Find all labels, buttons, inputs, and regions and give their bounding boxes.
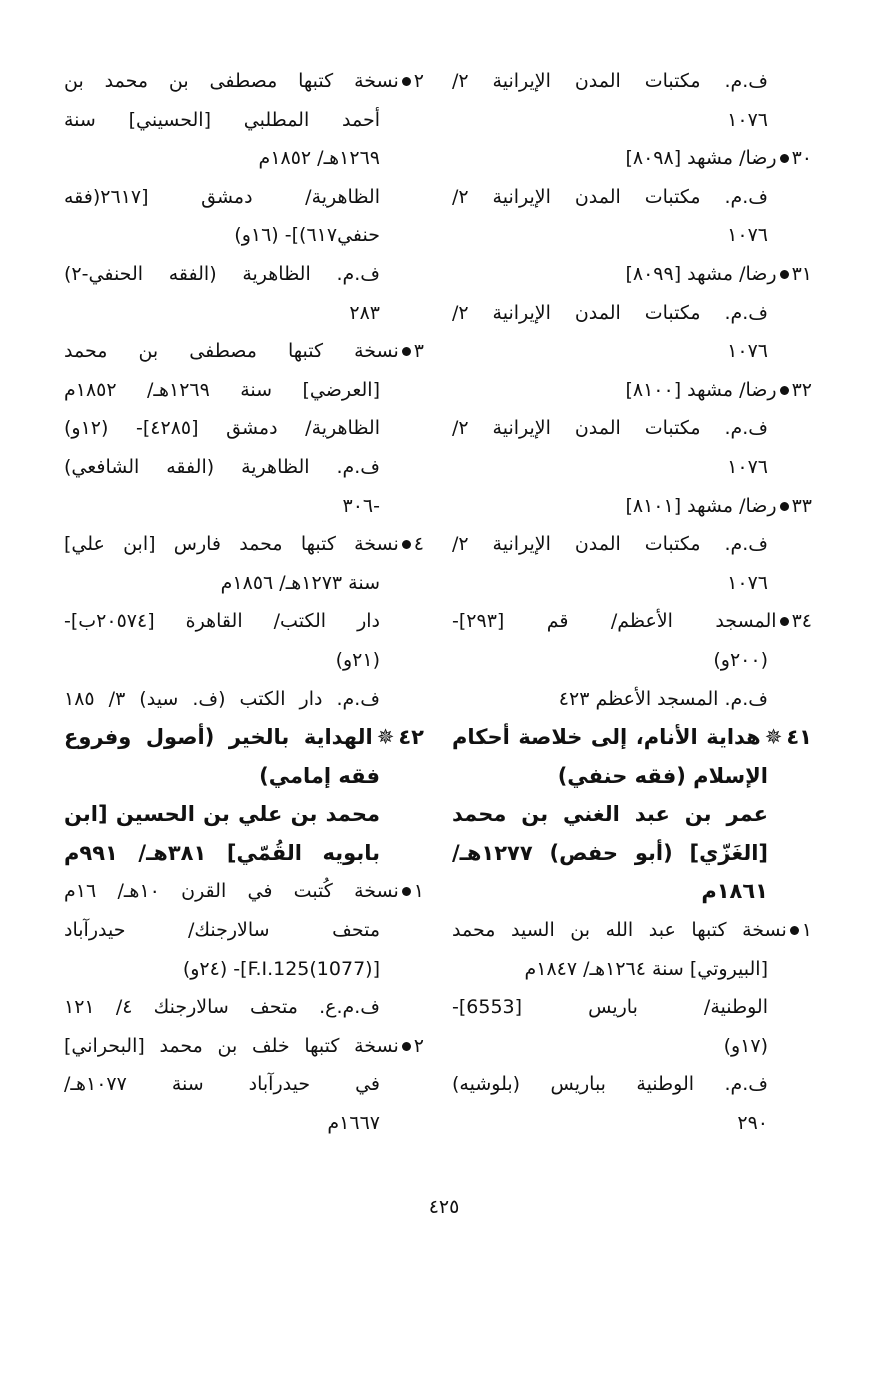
line-text: [البيروتي] سنة ١٢٦٤هـ/ ١٨٤٧م <box>524 957 768 980</box>
line-text: رضا/ مشهد [٨١٠٠] <box>625 378 777 401</box>
text-line <box>452 757 812 796</box>
bullet-icon <box>780 386 789 395</box>
line-text: الوطنية/ باريس [6553]- <box>452 996 768 1019</box>
line-text: ف.م. مكتبات المدن الإيرانية ٢/ <box>452 533 768 556</box>
star-icon: ✵ <box>764 725 783 750</box>
line-text: (٢١و) <box>335 648 380 671</box>
text-line <box>64 757 424 796</box>
entry-number: ١ <box>413 880 424 903</box>
line-text: ٢٩٠ <box>737 1112 768 1135</box>
text-line <box>452 564 812 603</box>
entry-number: ٤٢ <box>398 725 424 750</box>
line-text: نسخة كتبها مصطفى بن محمد بن <box>64 70 399 92</box>
line-text: المسجد الأعظم/ قم [٢٩٣]- <box>452 610 777 633</box>
text-line <box>64 101 424 140</box>
entry-number: ٢ <box>413 1034 424 1057</box>
text-line <box>64 62 424 101</box>
line-text: ف.م. الظاهرية (الفقه الحنفي-٢) <box>64 262 380 285</box>
line-text: نسخة كتبها مصطفى بن محمد <box>64 340 399 363</box>
line-text: ف.م. مكتبات المدن الإيرانية ٢/ <box>452 301 768 324</box>
text-line <box>64 216 424 255</box>
line-text: ف.م. الظاهرية (الفقه الشافعي) <box>64 455 380 478</box>
text-line <box>452 255 812 294</box>
line-text: نسخة كتبها محمد فارس [ابن علي] <box>64 533 399 556</box>
line-text: ١٠٧٦ <box>727 340 768 363</box>
text-line <box>64 602 424 641</box>
line-text: الظاهرية/ دمشق [٤٢٨٥]- (١٢و) <box>64 417 380 440</box>
text-line <box>64 564 424 603</box>
line-text: ١٨٦١م <box>701 879 768 904</box>
text-line <box>452 332 812 371</box>
line-text: متحف سالارجنك/ حيدرآباد <box>64 919 380 942</box>
text-line <box>452 101 812 140</box>
line-text: ف.م. المسجد الأعظم ٤٢٣ <box>558 687 768 710</box>
text-line <box>64 680 424 719</box>
line-text: نسخة كتبها خلف بن محمد [البحراني] <box>64 1034 399 1057</box>
entry-number: ١ <box>801 919 812 942</box>
text-line <box>452 62 812 101</box>
text-line <box>64 448 424 487</box>
bullet-icon <box>780 270 789 279</box>
line-text: حنفي٦١٧)]- (١٦و) <box>234 224 380 247</box>
line-text: ف.م. مكتبات المدن الإيرانية ٢/ <box>452 185 768 208</box>
text-line <box>64 988 424 1027</box>
bullet-icon <box>780 617 789 626</box>
bullet-icon <box>402 1042 411 1051</box>
text-line <box>452 294 812 333</box>
line-text: فقه إمامي) <box>259 763 380 788</box>
line-text: الإسلام (فقه حنفي) <box>557 763 768 788</box>
text-line <box>452 718 812 757</box>
text-line <box>64 1027 424 1066</box>
line-text: سنة ١٢٧٣هـ/ ١٨٥٦م <box>220 571 380 594</box>
entry-number: ٣ <box>413 340 424 363</box>
bullet-icon <box>402 540 411 549</box>
entry-number: ٣١ <box>791 262 812 285</box>
text-line <box>64 371 424 410</box>
text-line <box>452 680 812 719</box>
text-line <box>452 487 812 526</box>
text-line <box>64 834 424 873</box>
entry-number: ٣٢ <box>791 378 812 401</box>
text-line <box>452 178 812 217</box>
line-text: ١٠٧٦ <box>727 455 768 478</box>
line-text: محمد بن علي بن الحسين [ابن <box>64 802 380 827</box>
text-line <box>64 641 424 680</box>
line-text: ١٠٧٦ <box>727 571 768 594</box>
text-line <box>452 525 812 564</box>
line-text: عمر بن عبد الغني بن محمد <box>452 802 768 827</box>
text-line <box>452 602 812 641</box>
text-line <box>64 525 424 564</box>
entry-number: ٤١ <box>786 725 812 750</box>
text-line <box>452 371 812 410</box>
line-text: ف.م. مكتبات المدن الإيرانية ٢/ <box>452 70 768 92</box>
line-text: هداية الأنام، إلى خلاصة أحكام <box>452 725 761 750</box>
line-text: نسخة كُتبت في القرن ١٠هـ/ ١٦م <box>64 880 399 903</box>
line-text: دار الكتب/ القاهرة [٢٠٥٧٤ب]- <box>64 610 380 633</box>
entry-number: ٣٣ <box>791 494 812 517</box>
entry-number: ٢ <box>413 70 424 92</box>
text-line <box>64 718 424 757</box>
text-line <box>64 332 424 371</box>
text-line <box>452 1027 812 1066</box>
bullet-icon <box>402 347 411 356</box>
text-line <box>64 872 424 911</box>
text-line <box>452 834 812 873</box>
page-number: ٤٢٥ <box>428 1196 460 1218</box>
text-line <box>452 216 812 255</box>
entry-number: ٣٤ <box>791 610 812 633</box>
text-line <box>64 294 424 333</box>
entry-number: ٣٠ <box>791 147 812 170</box>
line-text: الهداية بالخير (أصول وفروع <box>64 725 373 750</box>
line-text: رضا/ مشهد [٨١٠١] <box>625 494 777 517</box>
line-text: [العرضي] سنة ١٢٦٩هـ/ ١٨٥٢م <box>64 378 380 401</box>
text-line <box>64 139 424 178</box>
text-line <box>452 795 812 834</box>
bullet-icon <box>790 926 799 935</box>
bullet-icon <box>402 887 411 896</box>
line-text: ١٠٧٦ <box>727 224 768 247</box>
line-text: [الغَزّي] (أبو حفص) ١٢٧٧هـ/ <box>452 840 768 865</box>
line-text: رضا/ مشهد [٨٠٩٨] <box>625 147 777 170</box>
bullet-icon <box>402 77 411 86</box>
line-text: ف.م.ع. متحف سالارجنك ٤/ ١٢١ <box>64 996 380 1019</box>
text-line <box>452 1104 812 1143</box>
text-line <box>64 1065 424 1104</box>
line-text: أحمد المطلبي [الحسيني] سنة <box>64 108 380 131</box>
text-line <box>64 795 424 834</box>
text-line <box>64 1104 424 1143</box>
text-line <box>452 1065 812 1104</box>
star-icon: ✵ <box>376 725 395 750</box>
text-line <box>64 950 424 989</box>
text-line <box>452 988 812 1027</box>
line-text: رضا/ مشهد [٨٠٩٩] <box>625 262 777 285</box>
line-text: ١٦٦٧م <box>327 1112 380 1135</box>
text-line <box>64 178 424 217</box>
line-text: (١٧و) <box>723 1034 768 1057</box>
line-text: ف.م. دار الكتب (ف. سيد) ٣/ ١٨٥ <box>64 687 380 710</box>
line-text: ف.م. مكتبات المدن الإيرانية ٢/ <box>452 417 768 440</box>
text-line <box>452 641 812 680</box>
entry-number: ٤ <box>413 533 424 556</box>
line-text: ١٠٧٦ <box>727 108 768 131</box>
text-line <box>64 255 424 294</box>
text-line <box>64 487 424 526</box>
line-text: بابويه القُمّي] ٣٨١هـ/ ٩٩١م <box>64 840 380 865</box>
line-text: ١٢٦٩هـ/ ١٨٥٢م <box>258 147 380 170</box>
text-line <box>452 911 812 950</box>
right-column <box>452 62 812 1143</box>
line-text: ٢٨٣ <box>349 301 380 324</box>
text-line <box>452 139 812 178</box>
left-column <box>64 62 424 1143</box>
line-text: [F.I.125(1077)]- (٢٤و) <box>182 957 380 980</box>
bullet-icon <box>780 154 789 163</box>
text-line <box>64 409 424 448</box>
text-line <box>452 409 812 448</box>
line-text: في حيدرآباد سنة ١٠٧٧هـ/ <box>64 1073 380 1096</box>
text-line <box>452 872 812 911</box>
line-text: الظاهرية/ دمشق [٢٦١٧(فقه <box>64 185 380 208</box>
line-text: -٣٠٦ <box>342 494 380 517</box>
bullet-icon <box>780 502 789 511</box>
text-line <box>452 950 812 989</box>
line-text: (٢٠٠و) <box>713 648 768 671</box>
line-text: ف.م. الوطنية بباريس (بلوشيه) <box>452 1073 768 1096</box>
text-line <box>452 448 812 487</box>
line-text: نسخة كتبها عبد الله بن السيد محمد <box>452 919 787 942</box>
text-line <box>64 911 424 950</box>
